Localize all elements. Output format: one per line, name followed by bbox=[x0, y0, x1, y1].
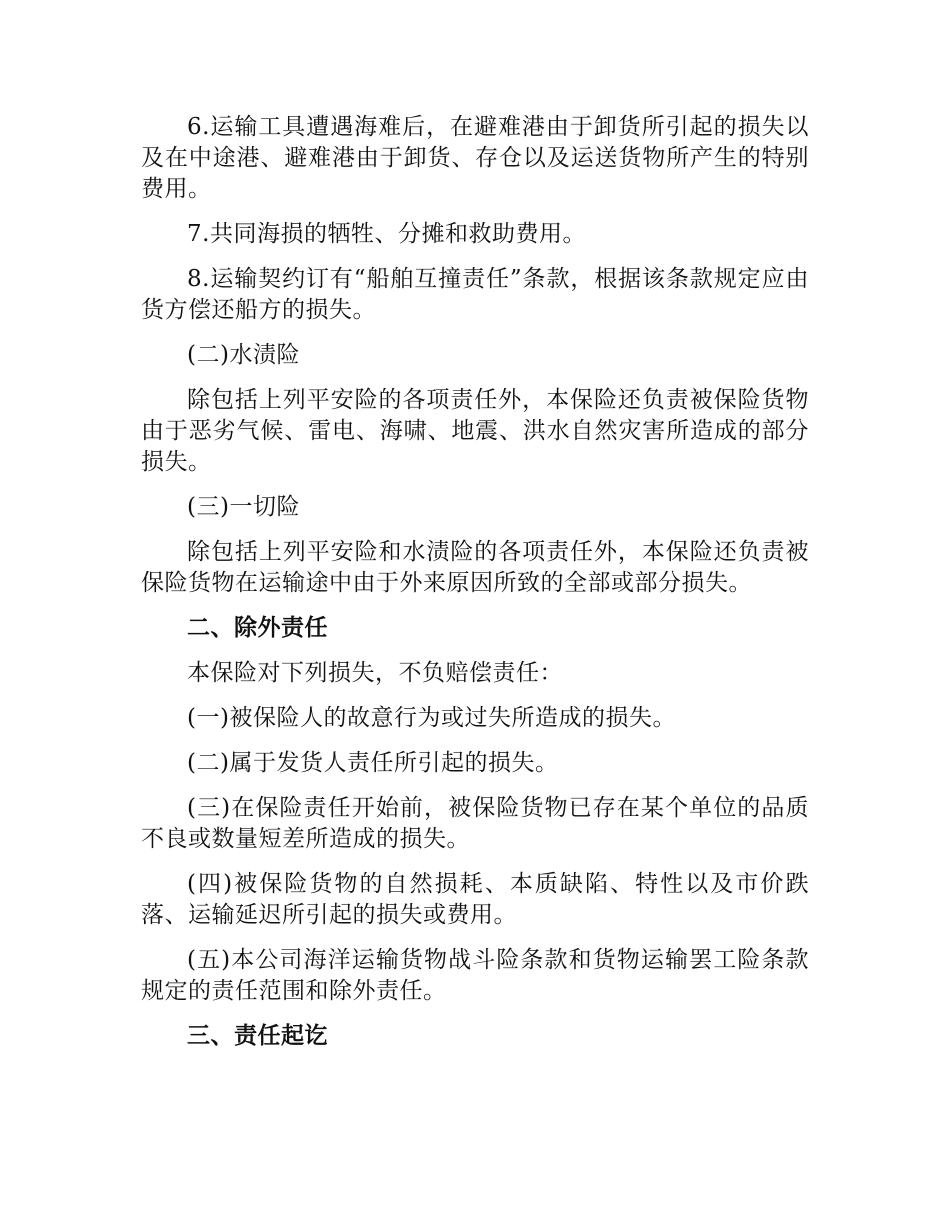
exclusion-item-4: (四)被保险货物的自然损耗、本质缺陷、特性以及市价跌落、运输延迟所引起的损失或费用。 bbox=[141, 871, 809, 928]
subheading-water-damage: (二)水渍险 bbox=[187, 342, 300, 368]
exclusion-item-1: (一)被保险人的故意行为或过失所造成的损失。 bbox=[187, 705, 676, 731]
paragraph-item-8: 8.运输契约订有“船舶互撞责任”条款，根据该条款规定应由货方偿还船方的损失。 bbox=[141, 266, 809, 323]
exclusion-item-2: (二)属于发货人责任所引起的损失。 bbox=[187, 750, 559, 776]
paragraph-all-risks: 除包括上列平安险和水渍险的各项责任外，本保险还负责被保险货物在运输途中由于外来原因所致的全部或部分损失。 bbox=[141, 539, 809, 596]
subheading-all-risks: (三)一切险 bbox=[187, 494, 300, 520]
section-heading-duration: 三、责任起讫 bbox=[187, 1023, 328, 1049]
paragraph-item-6: 6.运输工具遭遇海难后，在避难港由于卸货所引起的损失以及在中途港、避难港由于卸货、存仓以及运送货物所产生的特别费用。 bbox=[141, 114, 809, 202]
section-heading-exclusions: 二、除外责任 bbox=[187, 615, 328, 641]
exclusion-item-3: (三)在保险责任开始前，被保险货物已存在某个单位的品质不良或数量短差所造成的损失。 bbox=[141, 795, 809, 852]
exclusion-item-5: (五)本公司海洋运输货物战斗险条款和货物运输罢工险条款规定的责任范围和除外责任。 bbox=[141, 947, 809, 1004]
paragraph-item-7: 7.共同海损的牺牲、分摊和救助费用。 bbox=[187, 221, 586, 247]
paragraph-water-damage: 除包括上列平安险的各项责任外，本保险还负责被保险货物由于恶劣气候、雷电、海啸、地震、洪水自然灾害所造成的部分损失。 bbox=[141, 387, 809, 475]
document-page bbox=[141, 112, 809, 1066]
paragraph-exclusions-intro: 本保险对下列损失，不负赔偿责任： bbox=[187, 660, 563, 686]
